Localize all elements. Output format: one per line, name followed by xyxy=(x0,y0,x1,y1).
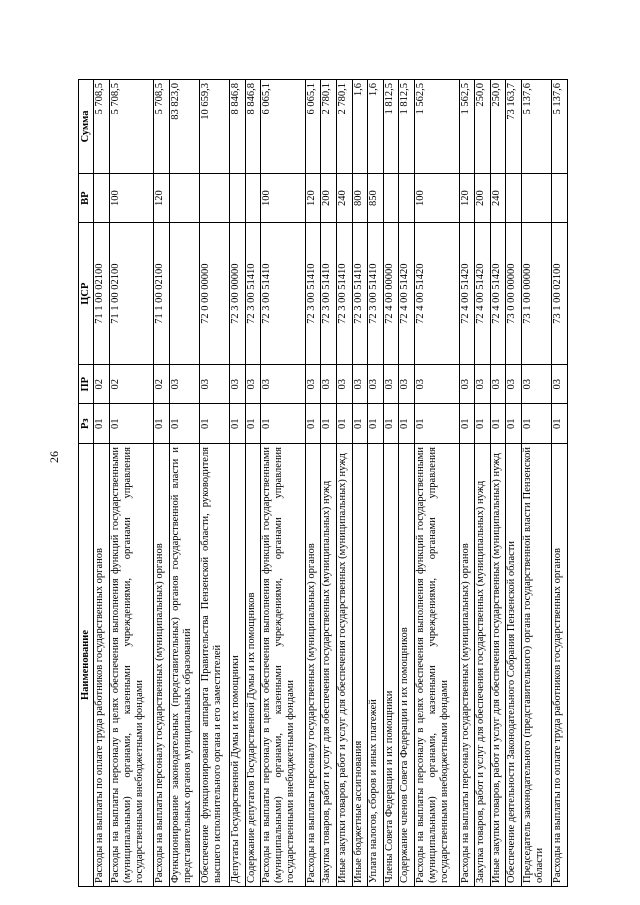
header-sum: Сумма xyxy=(79,80,94,174)
cell-pr: 03 xyxy=(199,364,229,404)
cell-pr: 03 xyxy=(522,364,552,404)
cell-pr: 03 xyxy=(368,364,384,404)
cell-csr: 72 4 00 51420 xyxy=(415,223,460,365)
cell-csr: 72 3 00 51410 xyxy=(352,223,368,365)
cell-pr: 03 xyxy=(229,364,245,404)
cell-vr xyxy=(169,173,199,222)
cell-sum: 5 137,6 xyxy=(522,80,552,174)
cell-pr: 03 xyxy=(336,364,352,404)
cell-rz: 01 xyxy=(305,404,321,444)
cell-vr xyxy=(94,173,110,222)
cell-rz: 01 xyxy=(399,404,415,444)
cell-vr: 100 xyxy=(415,173,460,222)
cell-pr: 02 xyxy=(94,364,110,404)
cell-vr: 240 xyxy=(490,173,506,222)
cell-csr: 72 4 00 00000 xyxy=(383,223,399,365)
table-row xyxy=(229,80,245,887)
table-row xyxy=(506,80,522,887)
cell-vr xyxy=(245,173,261,222)
cell-pr: 03 xyxy=(169,364,199,404)
table-row xyxy=(552,80,568,887)
cell-name: Обеспечение деятельности Законодательного Собрания Пензенской области xyxy=(506,443,522,886)
cell-name: Расходы на выплаты персоналу в целях обеспечения выполнения функций государственными (муниципальными) органами, казенными учреждениями, органами управления государственными внебюджетными фондами xyxy=(261,443,306,886)
cell-pr: 03 xyxy=(383,364,399,404)
cell-pr: 03 xyxy=(305,364,321,404)
table-row xyxy=(321,80,337,887)
cell-csr xyxy=(169,223,199,365)
cell-name: Расходы на выплаты по оплате труда работников государственных органов xyxy=(552,443,568,886)
cell-vr: 800 xyxy=(352,173,368,222)
cell-sum: 1 812,5 xyxy=(399,80,415,174)
cell-sum: 6 065,1 xyxy=(305,80,321,174)
cell-csr: 72 3 00 51410 xyxy=(368,223,384,365)
cell-name: Иные закупки товаров, работ и услуг для обеспечения государственных (муниципальных) нужд xyxy=(490,443,506,886)
cell-sum: 8 846,8 xyxy=(245,80,261,174)
cell-rz: 01 xyxy=(506,404,522,444)
cell-csr: 72 0 00 00000 xyxy=(199,223,229,365)
cell-name: Расходы на выплаты по оплате труда работников государственных органов xyxy=(94,443,110,886)
cell-vr: 120 xyxy=(305,173,321,222)
header-rz: Рз xyxy=(79,404,94,444)
cell-pr: 03 xyxy=(415,364,460,404)
cell-pr: 03 xyxy=(490,364,506,404)
cell-pr: 03 xyxy=(552,364,568,404)
cell-csr: 72 3 00 51410 xyxy=(305,223,321,365)
cell-name: Члены Совета Федерации и их помощники xyxy=(383,443,399,886)
table-row xyxy=(368,80,384,887)
cell-vr xyxy=(399,173,415,222)
cell-pr: 03 xyxy=(321,364,337,404)
cell-csr: 72 3 00 00000 xyxy=(229,223,245,365)
cell-pr: 03 xyxy=(399,364,415,404)
cell-rz: 01 xyxy=(475,404,491,444)
cell-name: Расходы на выплаты персоналу в целях обеспечения выполнения функций государственными (муниципальными) органами, казенными учреждениями, органами управления государственными внебюджетными фондами xyxy=(109,443,154,886)
cell-rz: 01 xyxy=(94,404,110,444)
cell-sum: 83 823,0 xyxy=(169,80,199,174)
table-row xyxy=(154,80,170,887)
cell-name: Содержание депутатов Государственной Думы и их помощников xyxy=(245,443,261,886)
cell-rz: 01 xyxy=(109,404,154,444)
table-row xyxy=(383,80,399,887)
cell-vr: 120 xyxy=(459,173,475,222)
cell-sum: 2 780,1 xyxy=(336,80,352,174)
cell-rz: 01 xyxy=(522,404,552,444)
table-row xyxy=(399,80,415,887)
cell-csr: 72 4 00 51420 xyxy=(459,223,475,365)
cell-sum: 250,0 xyxy=(490,80,506,174)
cell-pr: 03 xyxy=(506,364,522,404)
table-row xyxy=(336,80,352,887)
cell-sum: 5 708,5 xyxy=(154,80,170,174)
table-row xyxy=(94,80,110,887)
cell-sum: 1,6 xyxy=(352,80,368,174)
cell-csr: 72 3 00 51410 xyxy=(261,223,306,365)
cell-name: Расходы на выплаты персоналу государственных (муниципальных) органов xyxy=(305,443,321,886)
cell-rz: 01 xyxy=(415,404,460,444)
cell-csr: 71 1 00 02100 xyxy=(94,223,110,365)
table-row xyxy=(415,80,460,887)
cell-rz: 01 xyxy=(490,404,506,444)
cell-rz: 01 xyxy=(383,404,399,444)
cell-vr xyxy=(552,173,568,222)
cell-csr: 72 4 00 51420 xyxy=(399,223,415,365)
cell-sum: 5 708,5 xyxy=(109,80,154,174)
cell-vr: 120 xyxy=(154,173,170,222)
cell-sum: 250,0 xyxy=(475,80,491,174)
cell-name: Иные закупки товаров, работ и услуг для обеспечения государственных (муниципальных) нужд xyxy=(336,443,352,886)
cell-pr: 03 xyxy=(475,364,491,404)
cell-sum: 5 137,6 xyxy=(552,80,568,174)
table-row xyxy=(490,80,506,887)
table-row xyxy=(522,80,552,887)
cell-name: Председатель законодательного (представительного) органа государственной власти Пензенской области xyxy=(522,443,552,886)
cell-rz: 01 xyxy=(336,404,352,444)
table-row xyxy=(475,80,491,887)
cell-vr xyxy=(383,173,399,222)
cell-name: Депутаты Государственной Думы и их помощники xyxy=(229,443,245,886)
cell-vr xyxy=(522,173,552,222)
cell-vr: 100 xyxy=(109,173,154,222)
table-row xyxy=(199,80,229,887)
cell-name: Функционирование законодательных (представительных) органов государственной власти и представительных органов муниципальных образований xyxy=(169,443,199,886)
cell-pr: 02 xyxy=(154,364,170,404)
cell-name: Закупка товаров, работ и услуг для обеспечения государственных (муниципальных) нужд xyxy=(475,443,491,886)
cell-csr: 72 4 00 51420 xyxy=(475,223,491,365)
cell-name: Обеспечение функционирования аппарата Правительства Пензенской области, руководителя высшего исполнительного органа и его заместителей xyxy=(199,443,229,886)
cell-csr: 71 1 00 02100 xyxy=(154,223,170,365)
cell-rz: 01 xyxy=(321,404,337,444)
cell-rz: 01 xyxy=(552,404,568,444)
cell-rz: 01 xyxy=(459,404,475,444)
cell-sum: 10 659,3 xyxy=(199,80,229,174)
cell-vr xyxy=(229,173,245,222)
cell-rz: 01 xyxy=(199,404,229,444)
table-frame xyxy=(78,79,568,887)
cell-csr: 73 0 00 00000 xyxy=(506,223,522,365)
cell-sum: 1 812,5 xyxy=(383,80,399,174)
header-pr: ПР xyxy=(79,364,94,404)
cell-rz: 01 xyxy=(154,404,170,444)
cell-vr: 850 xyxy=(368,173,384,222)
cell-rz: 01 xyxy=(261,404,306,444)
table-row xyxy=(169,80,199,887)
cell-name: Содержание членов Совета Федерации и их помощников xyxy=(399,443,415,886)
cell-sum: 6 065,1 xyxy=(261,80,306,174)
table-row xyxy=(305,80,321,887)
header-vr: ВР xyxy=(79,173,94,222)
cell-name: Расходы на выплаты персоналу в целях обеспечения выполнения функций государственными (муниципальными) органами, казенными учреждениями, органами управления государственными внебюджетными фондами xyxy=(415,443,460,886)
cell-rz: 01 xyxy=(245,404,261,444)
cell-name: Закупка товаров, работ и услуг для обеспечения государственных (муниципальных) нужд xyxy=(321,443,337,886)
cell-vr: 200 xyxy=(321,173,337,222)
cell-vr: 200 xyxy=(475,173,491,222)
cell-name: Уплата налогов, сборов и иных платежей xyxy=(368,443,384,886)
cell-sum: 5 708,5 xyxy=(94,80,110,174)
table-row xyxy=(261,80,306,887)
cell-sum: 1 562,5 xyxy=(459,80,475,174)
cell-name: Расходы на выплаты персоналу государственных (муниципальных) органов xyxy=(459,443,475,886)
cell-csr: 73 1 00 00000 xyxy=(522,223,552,365)
cell-vr: 240 xyxy=(336,173,352,222)
cell-sum: 2 780,1 xyxy=(321,80,337,174)
cell-vr xyxy=(199,173,229,222)
cell-rz: 01 xyxy=(169,404,199,444)
cell-pr: 03 xyxy=(459,364,475,404)
cell-csr: 72 3 00 51410 xyxy=(245,223,261,365)
table-header-row xyxy=(79,80,94,887)
cell-rz: 01 xyxy=(229,404,245,444)
cell-sum: 8 846,8 xyxy=(229,80,245,174)
cell-vr: 100 xyxy=(261,173,306,222)
cell-sum: 1,6 xyxy=(368,80,384,174)
table-row xyxy=(245,80,261,887)
cell-vr xyxy=(506,173,522,222)
table-row xyxy=(352,80,368,887)
budget-table xyxy=(78,79,568,887)
table-row xyxy=(459,80,475,887)
cell-csr: 72 3 00 51410 xyxy=(321,223,337,365)
cell-csr: 73 1 00 02100 xyxy=(552,223,568,365)
cell-name: Иные бюджетные ассигнования xyxy=(352,443,368,886)
cell-pr: 02 xyxy=(109,364,154,404)
cell-pr: 03 xyxy=(261,364,306,404)
cell-csr: 72 3 00 51410 xyxy=(336,223,352,365)
cell-sum: 73 163,7 xyxy=(506,80,522,174)
header-name: Наименование xyxy=(79,443,94,886)
page-number: 26 xyxy=(47,451,61,463)
cell-rz: 01 xyxy=(368,404,384,444)
cell-pr: 03 xyxy=(245,364,261,404)
cell-csr: 71 1 00 02100 xyxy=(109,223,154,365)
cell-pr: 03 xyxy=(352,364,368,404)
cell-sum: 1 562,5 xyxy=(415,80,460,174)
header-csr: ЦСР xyxy=(79,223,94,365)
cell-csr: 72 4 00 51420 xyxy=(490,223,506,365)
table-row xyxy=(109,80,154,887)
cell-name: Расходы на выплаты персоналу государственных (муниципальных) органов xyxy=(154,443,170,886)
cell-rz: 01 xyxy=(352,404,368,444)
